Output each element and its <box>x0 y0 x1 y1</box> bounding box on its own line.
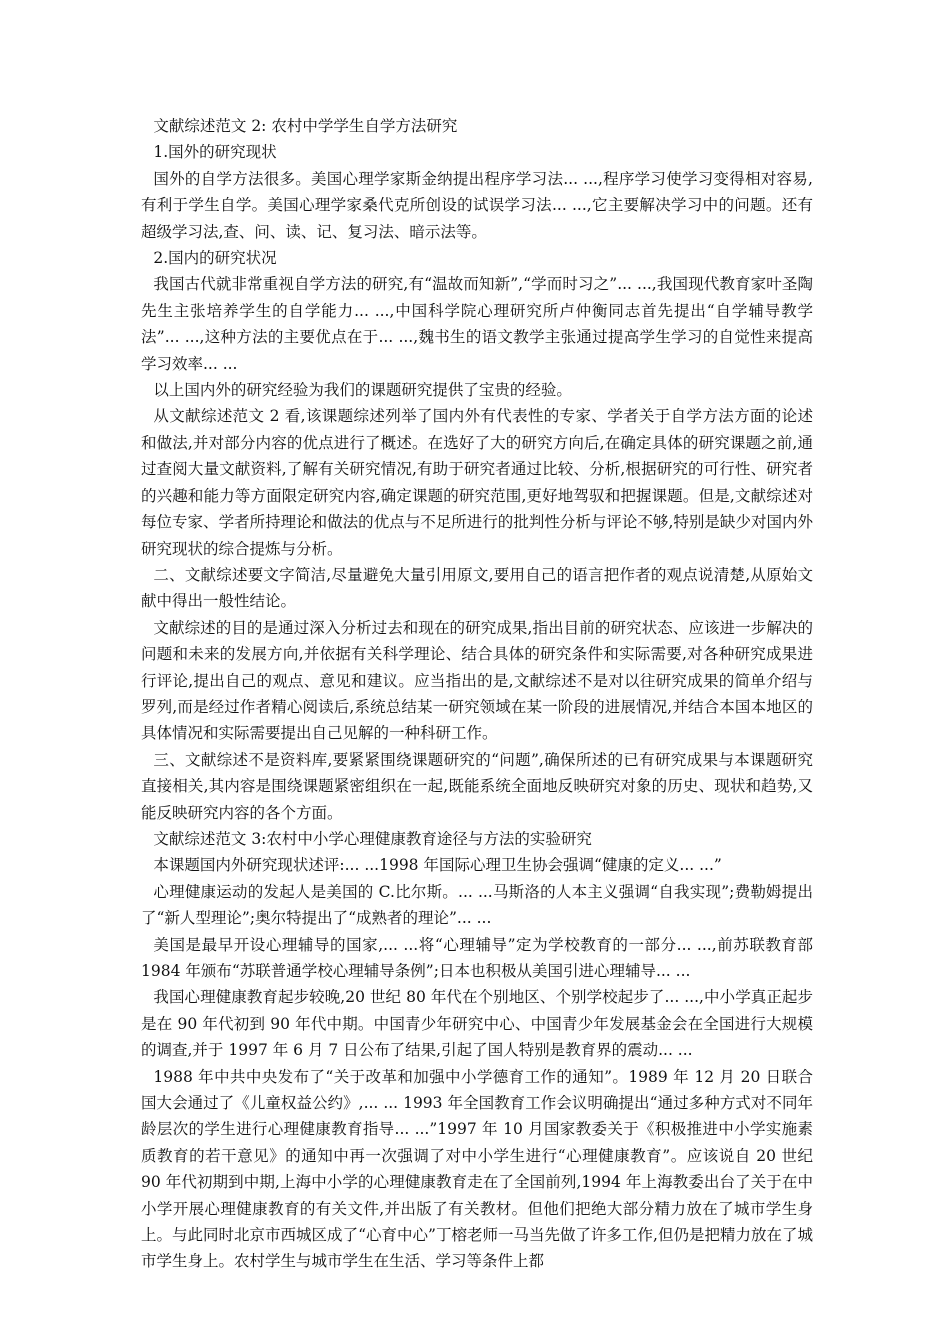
body-paragraph: 文献综述的目的是通过深入分析过去和现在的研究成果,指出目前的研究状态、应该进一步解决的问题和未来的发展方向,并依据有关科学理论、结合具体的研究条件和实际需要,对各种研究成果进行评论,提出自己的观点、意见和建议。应当指出的是,文献综述不是对以往研究成果的简单介绍与罗列,而是经过作者精心阅读后,系统总结某一研究领域在某一阶段的进展情况,并结合本国本地区的具体情况和实际需要提出自己见解的一种科研工作。 <box>141 618 813 743</box>
section-title: 文献综述范文 3:农村中小学心理健康教育途径与方法的实验研究 <box>153 829 592 848</box>
body-paragraph: 国外的自学方法很多。美国心理学家斯金纳提出程序学习法... ...,程序学习使学习变得相对容易,有利于学生自学。美国心理学家桑代克所创设的试误学习法... ...,它主要解决学习中的问题。还有超级学习法,查、问、读、记、复习法、暗示法等。 <box>141 169 813 241</box>
body-paragraph: 本课题国内外研究现状述评:... ...1998 年国际心理卫生协会强调“健康的定义... ...” <box>153 856 722 875</box>
document-body <box>141 113 813 1275</box>
body-paragraph: 从文献综述范文 2 看,该课题综述列举了国内外有代表性的专家、学者关于自学方法方面的论述和做法,并对部分内容的优点进行了概述。在选好了大的研究方向后,在确定具体的研究课题之前,通过查阅大量文献资料,了解有关研究情况,有助于研究者通过比较、分析,根据研究的可行性、研究者的兴趣和能力等方面限定研究内容,确定课题的研究范围,更好地驾驭和把握课题。但是,文献综述对每位专家、学者所持理论和做法的优点与不足所进行的批判性分析与评论不够,特别是缺少对国内外研究现状的综合提炼与分析。 <box>141 407 813 558</box>
body-paragraph: 我国心理健康教育起步较晚,20 世纪 80 年代在个别地区、个别学校起步了... ...,中小学真正起步是在 90 年代初到 90 年代中期。中国青少年研究中心、中国青少年发展基金会在全国进行大规模的调查,并于 1997 年 6 月 7 日公布了结果,引起了国人特别是教育界的震动... ... <box>141 988 813 1060</box>
body-paragraph: 美国是最早开设心理辅导的国家,... ...将“心理辅导”定为学校教育的一部分... ...,前苏联教育部 1984 年颁布“苏联普通学校心理辅导条例”;日本也积极从美国引进心理辅导... ... <box>141 935 813 980</box>
body-paragraph: 三、文献综述不是资料库,要紧紧围绕课题研究的“问题”,确保所述的已有研究成果与本课题研究直接相关,其内容是围绕课题紧密组织在一起,既能系统全面地反映研究对象的历史、现状和趋势,又能反映研究内容的各个方面。 <box>141 750 813 822</box>
section-heading: 1.国外的研究现状 <box>153 143 277 162</box>
body-paragraph: 心理健康运动的发起人是美国的 C.比尔斯。... ...马斯洛的人本主义强调“自我实现”;费勒姆提出了“新人型理论”;奥尔特提出了“成熟者的理论”... ... <box>141 882 813 928</box>
body-paragraph: 以上国内外的研究经验为我们的课题研究提供了宝贵的经验。 <box>153 381 572 400</box>
body-paragraph: 我国古代就非常重视自学方法的研究,有“温故而知新”,“学而时习之”... ...,我国现代教育家叶圣陶先生主张培养学生的自学能力... ...,中国科学院心理研究所卢仲衡同志首先提出“自学辅导教学法”... ...,这种方法的主要优点在于... ...,魏书生的语文教学主张通过提高学生学习的自觉性来提高学习效率... ... <box>141 275 813 373</box>
section-heading: 2.国内的研究状况 <box>153 249 277 268</box>
body-paragraph: 二、文献综述要文字简洁,尽量避免大量引用原文,要用自己的语言把作者的观点说清楚,从原始文献中得出一般性结论。 <box>141 565 813 611</box>
body-paragraph: 1988 年中共中央发布了“关于改革和加强中小学德育工作的通知”。1989 年 12 月 20 日联合国大会通过了《儿童权益公约》,... ... 1993 年全国教育工作会议明确提出“通过多种方式对不同年龄层次的学生进行心理健康教育指导... ...”1997 年 10 月国家教委关于《积极推进中小学实施素质教育的若干意见》的通知中再一次强调了对中小学生进行“心理健康教育”。应该说自 20 世纪 90 年代初期到中期,上海中小学的心理健康教育走在了全国前列,1994 年上海教委出台了关于在中小学开展心理健康教育的有关文件,并出版了有关教材。但他们把绝大部分精力放在了城市学生身上。与此同时北京市西城区成了“心育中心”丁榕老师一马当先做了许多工作,但仍是把精力放在了城市学生身上。农村学生与城市学生在生活、学习等条件上都 <box>141 1067 813 1271</box>
section-title: 文献综述范文 2: 农村中学学生自学方法研究 <box>153 117 458 135</box>
